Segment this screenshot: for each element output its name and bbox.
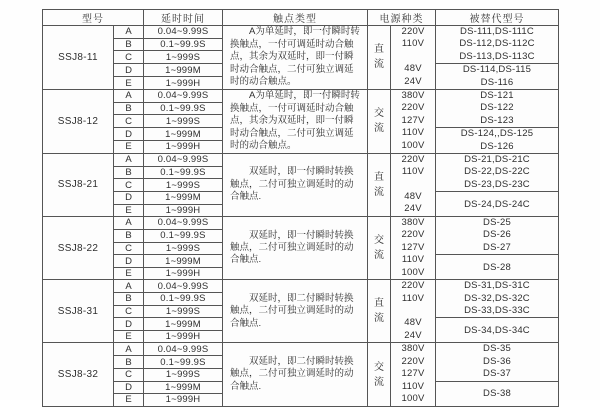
voltage-line: 127V bbox=[401, 114, 425, 126]
delay-range-cell: 1~999M bbox=[144, 381, 223, 394]
voltage-line: 220V bbox=[401, 153, 425, 165]
voltage-line: 220V bbox=[401, 26, 425, 37]
voltage-line bbox=[391, 305, 435, 317]
delay-range-cell: 0.1~99.9S bbox=[144, 102, 223, 115]
replaced-model-line: DS-28 bbox=[483, 261, 511, 273]
voltage-line: 110V bbox=[401, 38, 425, 50]
header-model: 型号 bbox=[43, 10, 144, 26]
type-letter-cell: D bbox=[114, 381, 144, 394]
replaced-models-cell-top bbox=[436, 26, 559, 64]
delay-range-cell: 0.04~9.99S bbox=[144, 89, 223, 102]
contact-desc-text: 双延时，即一付瞬时转换触点，二付可独立调延时的动合触点. bbox=[230, 166, 354, 203]
replaced-models-cell-top bbox=[436, 217, 559, 255]
delay-range-cell: 1~999M bbox=[144, 64, 223, 77]
voltage-cell bbox=[391, 26, 436, 90]
type-letter-cell: D bbox=[114, 192, 144, 205]
voltage-line bbox=[391, 51, 435, 63]
group-4-row-0 bbox=[43, 280, 559, 293]
replaced-model-line: DS-23,DS-23C bbox=[464, 178, 530, 190]
power-kind-text: 交流 bbox=[374, 235, 384, 262]
voltage-line: 127V bbox=[401, 368, 425, 380]
contact-desc-cell bbox=[223, 343, 368, 406]
voltage-line: 24V bbox=[404, 75, 422, 87]
delay-range-cell: 0.04~9.99S bbox=[144, 343, 223, 356]
replaced-model-line: DS-112,DS-112C bbox=[459, 38, 535, 50]
type-letter-cell: C bbox=[114, 368, 144, 381]
voltage-line: 110V bbox=[401, 292, 425, 304]
replaced-model-line: DS-32,DS-32C bbox=[464, 292, 530, 304]
contact-desc-text: A为单延时，即一付瞬时转换触点，一付可调延时动合触点，其余为双延时，即一付瞬时动合触点，二付可独立调延时的动合触点。 bbox=[230, 90, 360, 152]
voltage-cell bbox=[391, 89, 436, 153]
voltage-line: 48V bbox=[404, 317, 422, 329]
replaced-model-line: DS-33,DS-33C bbox=[464, 305, 530, 317]
type-letter-cell: C bbox=[114, 305, 144, 318]
type-letter-cell: A bbox=[114, 343, 144, 356]
delay-range-cell: 0.04~9.99S bbox=[144, 26, 223, 39]
replaced-model-line: DS-31,DS-31C bbox=[464, 280, 530, 292]
type-letter-cell: B bbox=[114, 229, 144, 242]
power-kind-text: 直流 bbox=[374, 298, 384, 325]
replaced-models-cell-top bbox=[436, 280, 559, 318]
replaced-model-line: DS-124,,DS-125 bbox=[460, 128, 534, 140]
type-letter-cell: C bbox=[114, 51, 144, 64]
delay-range-cell: 1~999S bbox=[144, 179, 223, 192]
replaced-model-line: DS-25 bbox=[483, 217, 511, 229]
delay-range-cell: 0.04~9.99S bbox=[144, 217, 223, 230]
delay-range-cell: 0.1~99.9S bbox=[144, 292, 223, 305]
group-2-row-0 bbox=[43, 153, 559, 166]
power-kind-cell bbox=[368, 280, 391, 343]
delay-range-cell: 1~999H bbox=[144, 394, 223, 407]
delay-range-cell: 1~999S bbox=[144, 115, 223, 128]
delay-range-cell: 0.1~99.9S bbox=[144, 38, 223, 51]
contact-desc-text: 双延时，即二付瞬时转换触点，二付可独立调延时的动合触点. bbox=[230, 355, 354, 392]
contact-desc-text: 双延时，即一付瞬时转换触点，二付可独立调延时的动合触点. bbox=[230, 229, 354, 266]
delay-range-cell: 1~999S bbox=[144, 368, 223, 381]
replaced-model-line: DS-122 bbox=[480, 102, 514, 114]
contact-desc-cell bbox=[223, 26, 368, 90]
replaced-models-cell-bottom bbox=[436, 128, 559, 154]
replaced-models-cell-bottom bbox=[436, 64, 559, 90]
replaced-models-cell-bottom bbox=[436, 255, 559, 280]
power-kind-text: 直流 bbox=[374, 44, 384, 71]
power-kind-cell bbox=[368, 89, 391, 153]
voltage-line: 110V bbox=[401, 127, 425, 139]
group-5-row-0 bbox=[43, 343, 559, 356]
delay-range-cell: 0.1~99.9S bbox=[144, 166, 223, 179]
delay-range-cell: 0.1~99.9S bbox=[144, 356, 223, 369]
header-row bbox=[43, 10, 559, 26]
header-contact-type: 触点类型 bbox=[223, 10, 368, 26]
replaced-model-line: DS-38 bbox=[483, 388, 511, 400]
power-kind-cell bbox=[368, 153, 391, 216]
group-1-row-0 bbox=[43, 89, 559, 102]
replaced-model-line: DS-21,DS-21C bbox=[464, 153, 530, 165]
type-letter-cell: B bbox=[114, 292, 144, 305]
voltage-line: 220V bbox=[401, 355, 425, 367]
type-letter-cell: C bbox=[114, 115, 144, 128]
delay-range-cell: 1~999M bbox=[144, 255, 223, 268]
type-letter-cell: C bbox=[114, 242, 144, 255]
power-kind-text: 直流 bbox=[374, 171, 384, 198]
header-replaced-model: 被替代型号 bbox=[436, 10, 559, 26]
type-letter-cell: E bbox=[114, 77, 144, 90]
header-delay-time: 延时时间 bbox=[144, 10, 223, 26]
power-kind-cell bbox=[368, 217, 391, 280]
voltage-line: 110V bbox=[401, 166, 425, 178]
contact-desc-text: 双延时，即二付瞬时转换触点，二付可独立调延时的动合触点. bbox=[230, 292, 354, 329]
replaced-models-cell-top bbox=[436, 343, 559, 381]
contact-desc-cell bbox=[223, 153, 368, 216]
delay-range-cell: 1~999H bbox=[144, 77, 223, 90]
model-cell: SSJ8-32 bbox=[43, 343, 114, 406]
replaced-model-line: DS-123 bbox=[480, 114, 514, 126]
delay-range-cell: 1~999M bbox=[144, 192, 223, 205]
model-cell: SSJ8-11 bbox=[43, 26, 114, 90]
replaced-models-cell-top bbox=[436, 153, 559, 191]
replaced-model-line: DS-26 bbox=[483, 229, 511, 241]
power-kind-cell bbox=[368, 343, 391, 406]
type-letter-cell: B bbox=[114, 166, 144, 179]
model-cell: SSJ8-22 bbox=[43, 217, 114, 280]
model-cell: SSJ8-21 bbox=[43, 153, 114, 216]
header-power-kind: 电源种类 bbox=[368, 10, 436, 26]
power-kind-text: 交流 bbox=[374, 108, 384, 135]
voltage-cell bbox=[391, 343, 436, 406]
voltage-line: 110V bbox=[401, 380, 425, 392]
type-letter-cell: E bbox=[114, 141, 144, 154]
replaced-model-line: DS-22,DS-22C bbox=[464, 166, 530, 178]
delay-range-cell: 0.04~9.99S bbox=[144, 280, 223, 293]
type-letter-cell: B bbox=[114, 356, 144, 369]
type-letter-cell: D bbox=[114, 255, 144, 268]
power-kind-text: 交流 bbox=[374, 361, 384, 388]
contact-desc-cell bbox=[223, 280, 368, 343]
voltage-line bbox=[391, 179, 435, 191]
delay-range-cell: 1~999S bbox=[144, 242, 223, 255]
voltage-line: 380V bbox=[401, 89, 425, 101]
replaced-model-line: DS-111,DS-111C bbox=[460, 26, 534, 37]
replaced-model-line: DS-35 bbox=[483, 343, 511, 355]
type-letter-cell: D bbox=[114, 64, 144, 77]
voltage-line: 220V bbox=[401, 229, 425, 241]
type-letter-cell: E bbox=[114, 204, 144, 217]
replaced-model-line: DS-37 bbox=[483, 368, 511, 380]
delay-range-cell: 1~999S bbox=[144, 305, 223, 318]
replaced-models-cell-bottom bbox=[436, 192, 559, 217]
type-letter-cell: A bbox=[114, 153, 144, 166]
replaced-model-line: DS-113,DS-113C bbox=[459, 50, 535, 62]
replaced-model-line: DS-27 bbox=[483, 241, 511, 253]
replaced-models-cell-bottom bbox=[436, 381, 559, 406]
replaced-model-line: DS-24,DS-24C bbox=[464, 198, 530, 210]
voltage-line: 100V bbox=[401, 139, 425, 151]
voltage-line: 48V bbox=[404, 191, 422, 203]
type-letter-cell: A bbox=[114, 89, 144, 102]
delay-range-cell: 1~999S bbox=[144, 51, 223, 64]
type-letter-cell: A bbox=[114, 26, 144, 39]
type-letter-cell: B bbox=[114, 38, 144, 51]
voltage-line: 380V bbox=[401, 217, 425, 229]
voltage-cell bbox=[391, 153, 436, 216]
contact-desc-cell bbox=[223, 217, 368, 280]
replaced-model-line: DS-116 bbox=[480, 76, 514, 88]
voltage-line: 24V bbox=[404, 329, 422, 341]
delay-range-cell: 1~999M bbox=[144, 318, 223, 331]
voltage-line: 380V bbox=[401, 343, 425, 355]
replaced-models-cell-bottom bbox=[436, 318, 559, 343]
replaced-model-line: DS-114,DS-115 bbox=[462, 64, 532, 76]
voltage-line: 110V bbox=[401, 254, 425, 266]
type-letter-cell: C bbox=[114, 179, 144, 192]
voltage-cell bbox=[391, 217, 436, 280]
delay-range-cell: 0.1~99.9S bbox=[144, 229, 223, 242]
voltage-cell bbox=[391, 280, 436, 343]
contact-desc-cell bbox=[223, 89, 368, 153]
relay-spec-table bbox=[42, 9, 559, 407]
model-cell: SSJ8-31 bbox=[43, 280, 114, 343]
voltage-line: 220V bbox=[401, 280, 425, 292]
delay-range-cell: 1~999M bbox=[144, 128, 223, 141]
replaced-model-line: DS-121 bbox=[480, 89, 514, 101]
type-letter-cell: E bbox=[114, 330, 144, 343]
voltage-line: 100V bbox=[401, 266, 425, 278]
replaced-model-line: DS-36 bbox=[483, 355, 511, 367]
type-letter-cell: E bbox=[114, 267, 144, 280]
type-letter-cell: A bbox=[114, 280, 144, 293]
voltage-line: 48V bbox=[404, 63, 422, 75]
voltage-line: 220V bbox=[401, 102, 425, 114]
delay-range-cell: 1~999H bbox=[144, 330, 223, 343]
delay-range-cell: 1~999H bbox=[144, 267, 223, 280]
group-3-row-0 bbox=[43, 217, 559, 230]
replaced-model-line: DS-126 bbox=[480, 140, 514, 152]
delay-range-cell: 0.04~9.99S bbox=[144, 153, 223, 166]
model-cell: SSJ8-12 bbox=[43, 89, 114, 153]
voltage-line: 100V bbox=[401, 392, 425, 404]
type-letter-cell: D bbox=[114, 128, 144, 141]
delay-range-cell: 1~999H bbox=[144, 141, 223, 154]
contact-desc-text: A为单延时，即一付瞬时转换触点，一付可调延时动合触点，其余为双延时，即一付瞬时动合触点，二付可独立调延时的动合触点。 bbox=[230, 26, 360, 88]
delay-range-cell: 1~999H bbox=[144, 204, 223, 217]
voltage-line: 127V bbox=[401, 241, 425, 253]
type-letter-cell: A bbox=[114, 217, 144, 230]
replaced-model-line: DS-34,DS-34C bbox=[464, 324, 530, 336]
group-0-row-0 bbox=[43, 26, 559, 39]
power-kind-cell bbox=[368, 26, 391, 90]
type-letter-cell: E bbox=[114, 394, 144, 407]
voltage-line: 24V bbox=[404, 203, 422, 215]
replaced-models-cell-top bbox=[436, 89, 559, 127]
type-letter-cell: B bbox=[114, 102, 144, 115]
type-letter-cell: D bbox=[114, 318, 144, 331]
